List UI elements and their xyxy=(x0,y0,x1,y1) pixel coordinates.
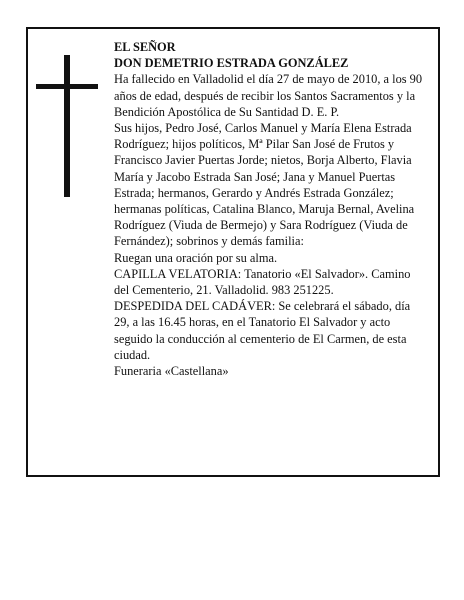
prayer-request-paragraph: Ruegan una oración por su alma. xyxy=(114,250,278,265)
funeral-home-paragraph: Funeraria «Castellana» xyxy=(114,364,229,379)
cross-icon xyxy=(36,55,98,197)
family-paragraph: Sus hijos, Pedro José, Carlos Manuel y María Elena Estrada Rodríguez; hijos políticos, Mª Pilar San José de Frutos y Francisco Javier Puertas Jorde; nietos, Borja Alberto, Flavia María y Jacobo Estrada San José; Jana y Manuel Puertas Estrada; hermanos, Gerardo y Andrés Estrada González; hermanas políticas, Catalina Blanco, Maruja Bernal, Avelina Rodríguez (Viuda de Bermejo) y Sara Rodríguez (Viuda de Fernández); sobrinos y demás familia: xyxy=(114,121,415,249)
wake-location-paragraph: CAPILLA VELATORIA: Tanatorio «El Salvador». Camino del Cementerio, 21. Valladolid. 983 251225. xyxy=(114,266,411,298)
farewell-paragraph: DESPEDIDA DEL CADÁVER: Se celebrará el sábado, día 29, a las 16.45 horas, en el Tanatorio El Salvador y acto seguido la conducción al cementerio de El Carmen, de esta ciudad. xyxy=(114,299,411,362)
notice-heading-title: EL SEÑOR xyxy=(114,40,176,54)
obituary-text xyxy=(114,39,426,379)
death-announcement-paragraph: Ha fallecido en Valladolid el día 27 de mayo de 2010, a los 90 años de edad, después de recibir los Santos Sacramentos y la Bendición Apostólica de Su Santidad D. E. P. xyxy=(114,72,423,119)
cross-vertical-bar xyxy=(64,55,70,197)
cross-horizontal-bar xyxy=(36,84,98,89)
notice-heading-name: DON DEMETRIO ESTRADA GONZÁLEZ xyxy=(114,56,349,71)
